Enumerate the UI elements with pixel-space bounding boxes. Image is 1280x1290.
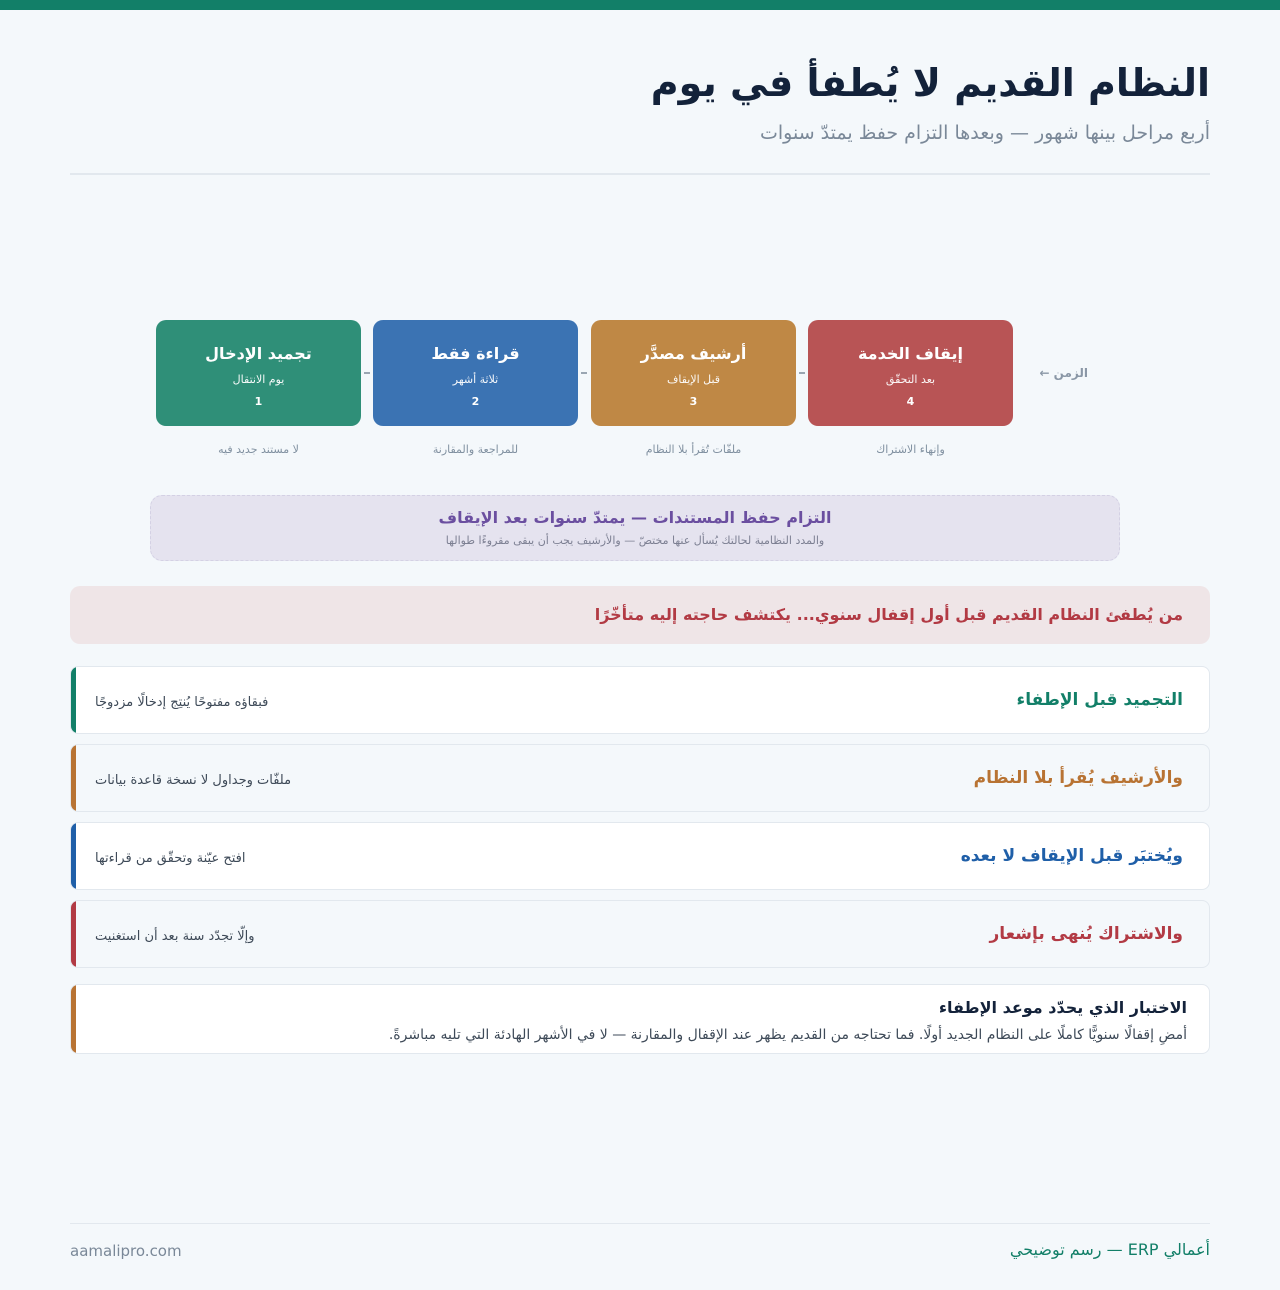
rule-heading: والاشتراك يُنهى بإشعار — [989, 924, 1183, 944]
rule-description: ملفّات وجداول لا نسخة قاعدة بيانات — [95, 773, 292, 788]
stage-connector — [364, 372, 370, 374]
top-accent-bar — [0, 0, 1280, 10]
rule-card — [70, 666, 1210, 734]
stage-caption: ملفّات تُقرأ بلا النظام — [645, 443, 742, 456]
stage-subtitle: يوم الانتقال — [232, 373, 285, 386]
stage-card-freeze-entry — [156, 320, 361, 426]
rule-heading: التجميد قبل الإطفاء — [1016, 690, 1183, 710]
stage-number: 4 — [906, 395, 915, 408]
stage-subtitle: ثلاثة أشهر — [452, 373, 499, 386]
stage-caption: لا مستند جديد فيه — [218, 443, 299, 456]
warning-banner — [70, 586, 1210, 644]
rule-description: افتح عيّنة وتحقّق من قراءتها — [95, 851, 246, 866]
stage-title: أرشيف مصدَّر — [640, 344, 747, 363]
retention-band — [150, 495, 1120, 561]
stage-number: 2 — [471, 395, 480, 408]
stage-card-exported-archive — [591, 320, 796, 426]
rule-card — [70, 822, 1210, 890]
rule-description: فبقاؤه مفتوحًا يُنتِج إدخالًا مزدوجًا — [95, 695, 269, 710]
stage-number: 3 — [689, 395, 698, 408]
stage-connector — [799, 372, 805, 374]
rule-accent-bar — [71, 667, 76, 733]
page-subtitle: أربع مراحل بينها شهور — وبعدها التزام حفظ يمتدّ سنوات — [760, 122, 1210, 144]
callout-title: الاختبار الذي يحدّد موعد الإطفاء — [938, 998, 1187, 1017]
page-title: النظام القديم لا يُطفأ في يوم — [650, 61, 1210, 105]
retention-title: التزام حفظ المستندات — يمتدّ سنوات بعد الإيقاف — [438, 508, 832, 527]
stage-subtitle: قبل الإيقاف — [666, 373, 721, 386]
rule-card — [70, 744, 1210, 812]
rule-accent-bar — [71, 901, 76, 967]
stage-card-read-only — [373, 320, 578, 426]
stage-connector — [581, 372, 587, 374]
shutdown-test-callout — [70, 984, 1210, 1054]
stage-number: 1 — [254, 395, 263, 408]
header-divider — [70, 173, 1210, 175]
stage-title: تجميد الإدخال — [205, 344, 312, 363]
callout-accent-bar — [71, 985, 76, 1053]
footer-brand: أعمالي ERP — رسم توضيحي — [1009, 1240, 1210, 1259]
rule-accent-bar — [71, 745, 76, 811]
footer-divider — [70, 1223, 1210, 1224]
stage-subtitle: بعد التحقّق — [885, 373, 936, 386]
stage-caption: وإنهاء الاشتراك — [876, 443, 945, 456]
stage-caption: للمراجعة والمقارنة — [432, 443, 519, 456]
rule-card — [70, 900, 1210, 968]
warning-text: من يُطفئ النظام القديم قبل أول إقفال سنوي... يكتشف حاجته إليه متأخّرًا — [594, 605, 1183, 624]
stage-title: إيقاف الخدمة — [857, 344, 964, 363]
rule-accent-bar — [71, 823, 76, 889]
rule-heading: والأرشيف يُقرأ بلا النظام — [973, 768, 1183, 788]
rule-description: وإلّا تجدّد سنة بعد أن استغنيت — [95, 929, 255, 944]
retention-subtitle: والمدد النظامية لحالتك يُسأل عنها مختصّ — والأرشيف يجب أن يبقى مقروءًا طوالها — [445, 534, 825, 547]
page-header — [70, 55, 1210, 147]
timeline-axis-label: الزمن ← — [1039, 366, 1088, 380]
footer-site-link[interactable]: aamalipro.com — [70, 1242, 182, 1260]
callout-body: أمضِ إقفالًا سنويًّا كاملًا على النظام الجديد أولًا. فما تحتاجه من القديم يظهر عند الإقفال والمقارنة — لا في الأشهر الهادئة التي تليه مباشرةً. — [388, 1027, 1187, 1043]
stage-card-service-shutdown — [808, 320, 1013, 426]
stage-title: قراءة فقط — [431, 344, 520, 363]
rule-heading: ويُختبَر قبل الإيقاف لا بعده — [960, 846, 1183, 866]
